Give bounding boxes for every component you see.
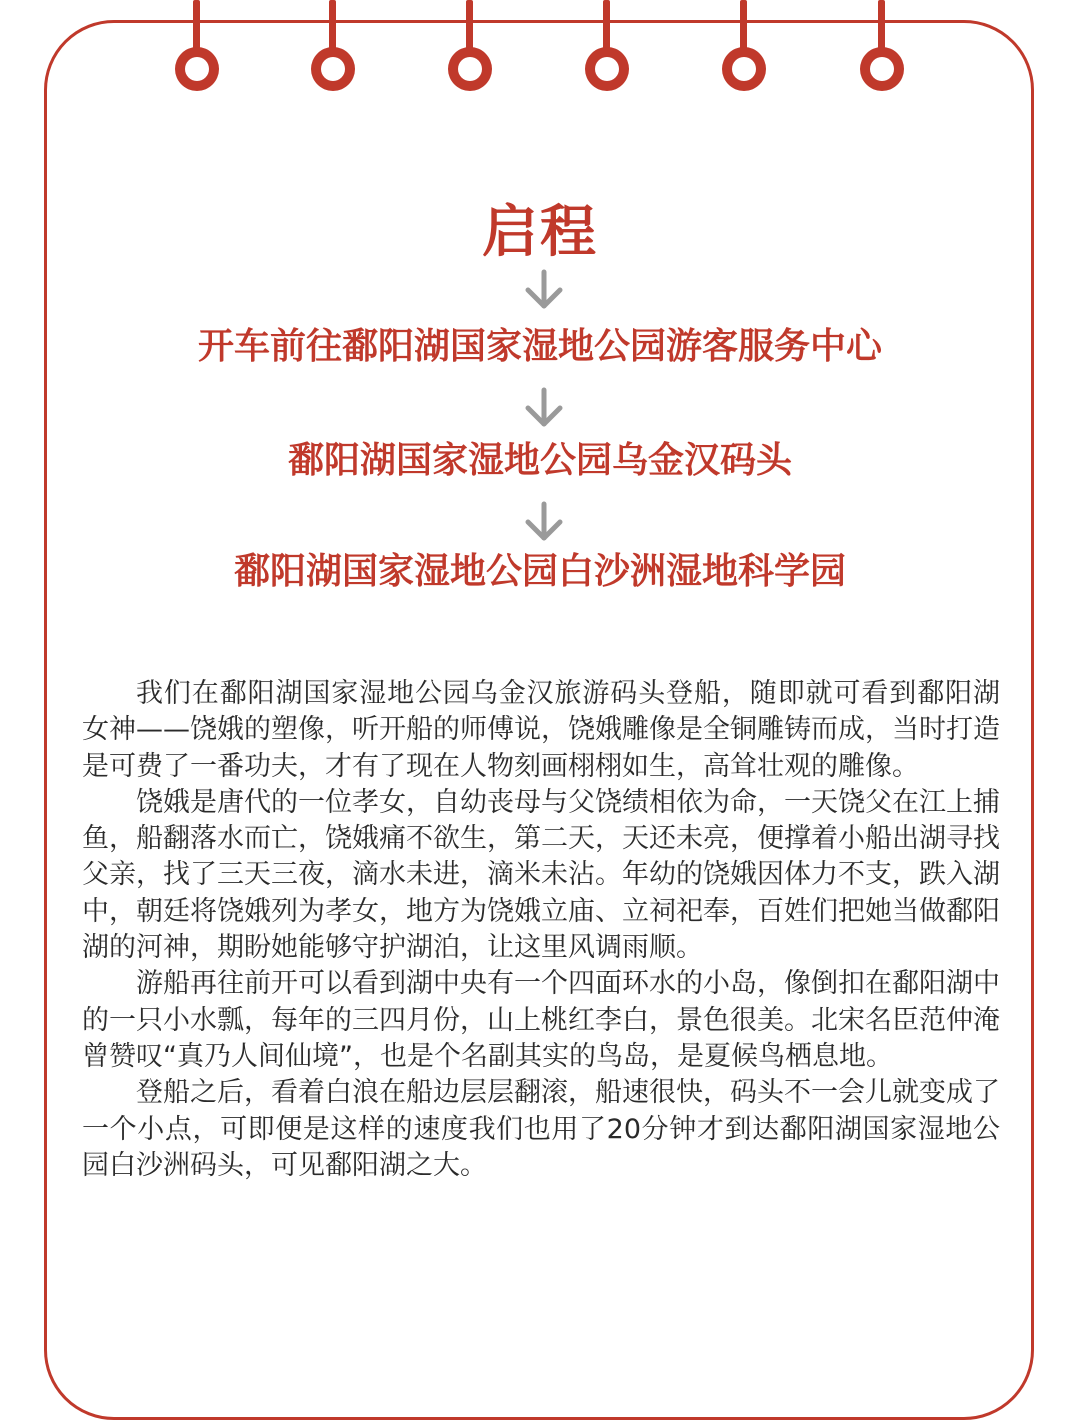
binding-ring-icon	[175, 47, 219, 91]
route-step-1: 开车前往鄱阳湖国家湿地公园游客服务中心	[197, 326, 882, 367]
article-paragraph: 游船再往前开可以看到湖中央有一个四面环水的小岛，像倒扣在鄱阳湖中的一只小水瓢，每年的三四月份，山上桃红李白，景色很美。北宋名臣范仲淹曾赞叹“真乃人间仙境”，也是个名副其实的鸟岛，是夏候鸟栖息地。	[82, 968, 1000, 1072]
article-body	[82, 676, 1000, 1184]
article-paragraph: 饶娥是唐代的一位孝女，自幼丧母与父饶绩相依为命，一天饶父在江上捕鱼，船翻落水而亡，饶娥痛不欲生，第二天，天还未亮，便撑着小船出湖寻找父亲，找了三天三夜，滴水未进，滴米未沾。年幼的饶娥因体力不支，跌入湖中，朝廷将饶娥列为孝女，地方为饶娥立庙、立祠祀奉，百姓们把她当做鄱阳湖的河神，期盼她能够守护湖泊，让这里风调雨顺。	[82, 786, 1000, 964]
binding-ring-icon	[585, 47, 629, 91]
arrow-down-icon	[522, 268, 566, 312]
arrow-down-icon	[522, 500, 566, 544]
binding-ring-icon	[860, 47, 904, 91]
binding-ring-icon	[722, 47, 766, 91]
arrow-down-icon	[522, 386, 566, 430]
binding-ring-icon	[448, 47, 492, 91]
page-title: 启程	[482, 200, 598, 265]
route-step-3: 鄱阳湖国家湿地公园白沙洲湿地科学园	[233, 551, 846, 592]
article-paragraph: 我们在鄱阳湖国家湿地公园乌金汉旅游码头登船，随即就可看到鄱阳湖 女神——饶娥的塑像，听开船的师傅说，饶娥雕像是全铜雕铸而成，当时打造是可费了一番功夫，才有了现在人物刻画栩栩如生，高耸壮观的雕像。	[82, 678, 1000, 782]
article-paragraph: 登船之后，看着白浪在船边层层翻滚，船速很快，码头不一会儿就变成了一个小点，可即便是这样的速度我们也用了20分钟才到达鄱阳湖国家湿地公园白沙洲码头，可见鄱阳湖之大。	[82, 1077, 1000, 1181]
route-step-2: 鄱阳湖国家湿地公园乌金汉码头	[287, 440, 792, 481]
binding-ring-icon	[311, 47, 355, 91]
